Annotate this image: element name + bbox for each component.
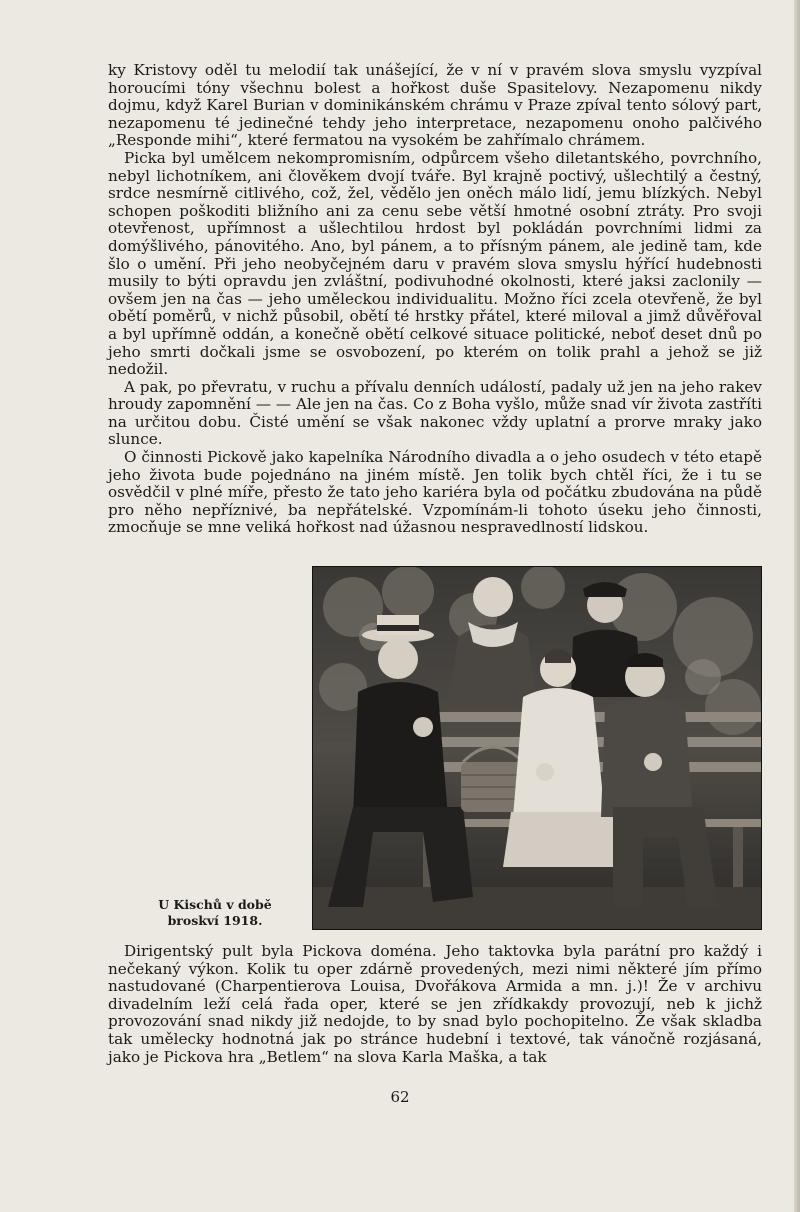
paragraph: Dirigentský pult byla Pickova doména. Jeho taktovka byla parátní pro každý i nečekaný výkon. Kolik tu oper zdárně provedených, mezi nimi některé jím přímo nastudované (Charpentierova Louisa, Dvořákova Armida a mn. j.)! Že v archivu divadelním leží celá řada oper, které se jen zřídkakdy provozují, neb k jichž provozování snad nikdy již nedojde, to by snad bylo pochopitelno. Že však skladba tak umělecky hodnotná jak po stránce hudební i textové, tak vánočně rozjásaná, jako je Pickova hra „Betlem“ na slova Karla Maška, a tak: [108, 942, 762, 1066]
body-text-bottom: [108, 943, 762, 1066]
paragraph: O činnosti Pickově jako kapelníka Národního divadla a o jeho osudech v této etapě jeho života bude pojednáno na jiném místě. Jen tolik bych chtěl říci, že i tu se osvědčil v plné míře, přesto že tato jeho kariéra byla od počátku zbudována na půdě pro něho nepříznivé, ba nepřátelské. Vzpomínám-li tohoto úseku jeho činnosti, zmocňuje se mne veliká hořkost nad úžasnou nespravedlností lidskou.: [108, 448, 762, 537]
page-binding-edge: [794, 0, 800, 1212]
photo-illustration: [313, 567, 761, 929]
paragraph: Picka byl umělcem nekompromisním, odpůrcem všeho diletantského, povrchního, nebyl lichotníkem, ani člověkem dvojí tváře. Byl krajně poctivý, ušlechtilý a čestný, srdce nesmírně citlivého, což, žel, vědělo jen oněch málo lidí, jemu blízkých. Nebyl schopen poškoditi bližního ani za cenu sebe větší hmotné osobní ztráty. Pro svoji otevřenost, upřímnost a ušlechtilou hrdost byl pokládán povrchními lidmi za domýšlivého, pánovitého. Ano, byl pánem, a to přísným pánem, ale jedině tam, kde šlo o umění. Při jeho neobyčejném daru v pravém slova smyslu hýřící hudebnosti musily to býti opravdu jen zvláštní, podivuhodné okolnosti, které jaksi zaclonily — ovšem jen na čas — jeho uměleckou individualitu. Možno říci zcela otevřeně, že byl obětí poměrů, v nichž působil, obětí té hrstky přátel, které miloval a jimž důvěřoval a byl upřímně oddán, a konečně obětí celkové situace politické, neboť deset dnů po jeho smrti dočkali jsme se osvobození, po kterém on tolik prahl a jehož se již nedožil.: [108, 148, 762, 379]
page-number: 62: [390, 1088, 410, 1106]
paragraph: A pak, po převratu, v ruchu a přívalu denních událostí, padaly už jen na jeho rakev hroudy zapomnění — — Ale jen na čas. Co z Boha vyšlo, může snad vír života zastříti na určitou dobu. Čisté umění se však nakonec vždy uplatní a prorve mraky jako slunce.: [108, 377, 762, 449]
body-text-top: [108, 62, 762, 537]
photo-caption: U Kischů v době broskví 1918.: [158, 897, 272, 928]
group-photograph: [312, 566, 762, 930]
paragraph: ky Kristovy oděl tu melodií tak unášející, že v ní v pravém slova smyslu vyzpíval horoucími tóny všechnu bolest a hořkost duše Spasitelovy. Nezapomenu nikdy dojmu, když Karel Burian v dominikánském chrámu v Praze zpíval tento sólový part, nezapomenu té jedinečné tehdy jeho interpretace, nezapomenu onoho palčivého „Responde mihi“, které fermatou na vysokém be zahřímalo chrámem.: [108, 61, 762, 150]
